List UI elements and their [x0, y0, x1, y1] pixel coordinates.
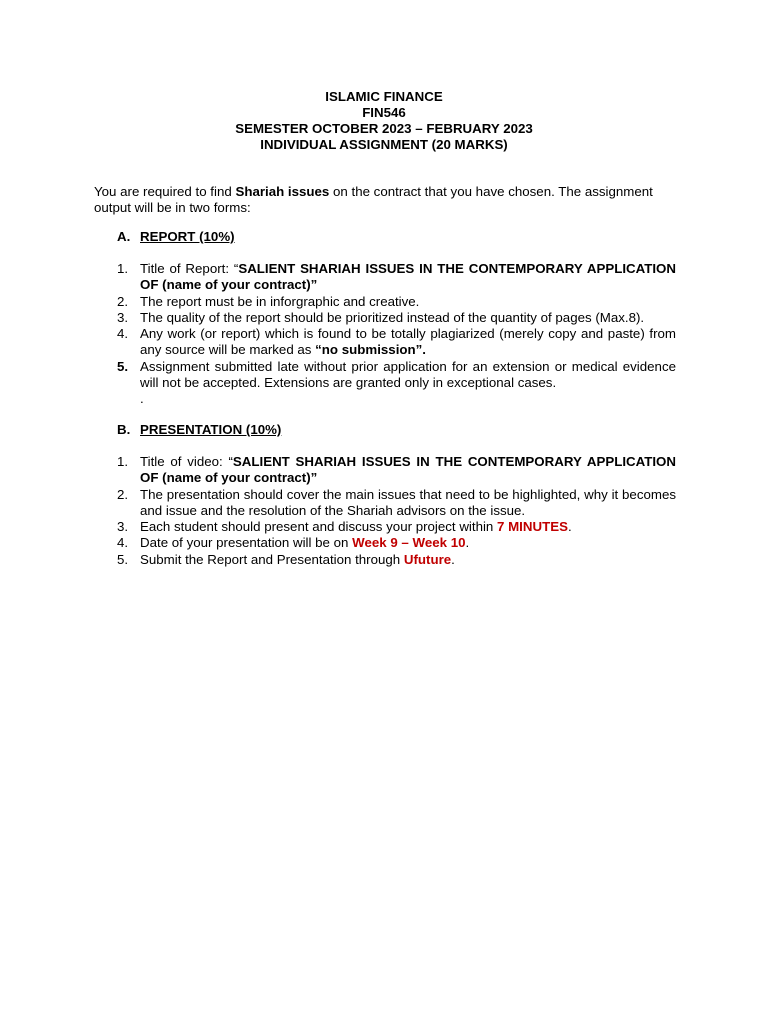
list-item: 1. Title of Report: “SALIENT SHARIAH ISSUES IN THE CONTEMPORARY APPLICATION OF (name of your contract)”	[117, 261, 676, 293]
section-b-list	[117, 454, 676, 568]
list-item: 3. Each student should present and discuss your project within 7 MINUTES.	[117, 519, 572, 535]
list-item: 2. The presentation should cover the main issues that need to be highlighted, why it becomes and issue and the resolution of the Shariah advisors on the issue.	[117, 486, 676, 518]
list-item: 5. Submit the Report and Presentation through Ufuture.	[117, 551, 455, 567]
section-a-heading: A. REPORT (10%)	[117, 229, 235, 244]
semester-line: SEMESTER OCTOBER 2023 – FEBRUARY 2023	[235, 121, 533, 136]
section-b-heading: B. PRESENTATION (10%)	[117, 422, 282, 437]
intro-paragraph: You are required to find Shariah issues on the contract that you have chosen. The assignment output will be in two forms:	[94, 184, 653, 216]
document-header	[0, 89, 768, 153]
submission-platform: Ufuture	[403, 551, 452, 567]
assignment-title: INDIVIDUAL ASSIGNMENT (20 MARKS)	[260, 137, 508, 152]
list-item: 1. Title of video: “SALIENT SHARIAH ISSUES IN THE CONTEMPORARY APPLICATION OF (name of your contract)”	[117, 454, 676, 486]
presentation-weeks: Week 9 – Week 10	[352, 535, 466, 551]
course-name: ISLAMIC FINANCE	[325, 89, 443, 104]
section-a-list	[117, 261, 676, 407]
course-code: FIN546	[362, 105, 406, 120]
list-item: 4. Any work (or report) which is found to be totally plagiarized (merely copy and paste) from any source will be marked as “no submission”.	[117, 326, 676, 358]
list-item: 4. Date of your presentation will be on Week 9 – Week 10.	[117, 535, 470, 551]
list-item: 5. Assignment submitted late without prior application for an extension or medical evidence will not be accepted. Extensions are granted only in exceptional cases. .	[117, 358, 676, 407]
intro-keyword: Shariah issues	[235, 184, 330, 199]
list-item: 2. The report must be in inforgraphic and creative.	[117, 293, 420, 309]
time-limit: 7 MINUTES	[497, 519, 568, 535]
list-item: 3. The quality of the report should be prioritized instead of the quantity of pages (Max.8).	[117, 309, 645, 325]
